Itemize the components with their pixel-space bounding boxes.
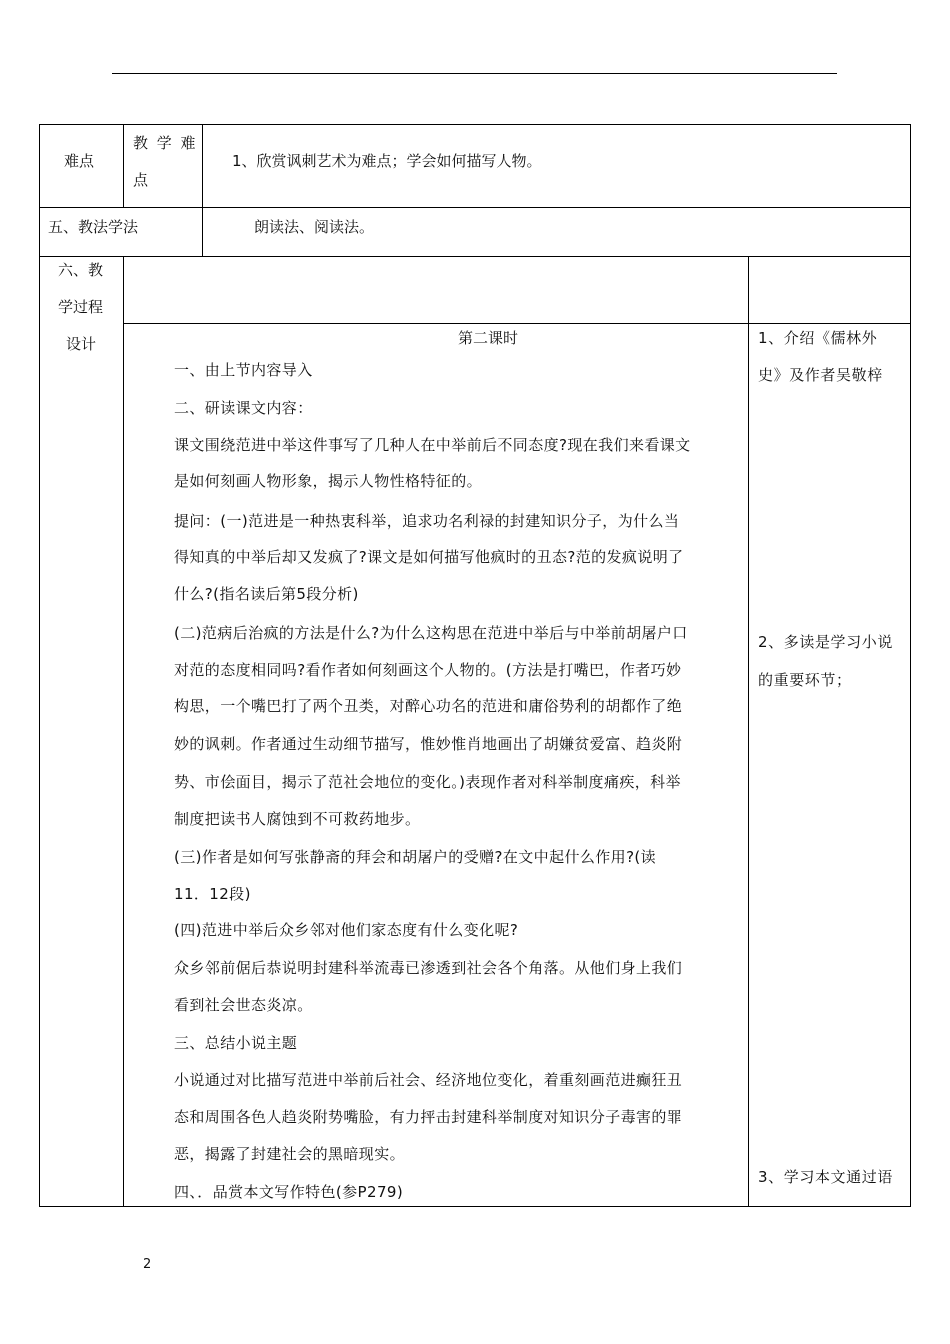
difficulty-label: 难点 — [64, 152, 95, 170]
table-bottom-border — [39, 1206, 911, 1207]
body-line: 三、总结小说主题 — [174, 1034, 298, 1052]
process-label-line3: 设计 — [66, 335, 97, 353]
note-2-line-1: 2、多读是学习小说 — [758, 633, 893, 651]
body-line: (二)范病后治疯的方法是什么?为什么这构思在范进中举后与中举前胡屠户口 — [174, 624, 688, 642]
body-line: 是如何刻画人物形象，揭示人物性格特征的。 — [174, 472, 483, 490]
table-top-border — [39, 124, 911, 125]
process-label-line1: 六、教 — [58, 261, 104, 279]
body-line: 制度把读书人腐蚀到不可救药地步。 — [174, 810, 421, 828]
body-line: 妙的讽刺。作者通过生动细节描写，惟妙惟肖地画出了胡嫌贫爱富、趋炎附 — [174, 735, 683, 753]
method-label: 五、教法学法 — [48, 218, 139, 236]
page-number: 2 — [143, 1257, 152, 1272]
note-1-line-2: 史》及作者吴敬梓 — [758, 366, 883, 384]
body-line: 一、由上节内容导入 — [174, 361, 313, 379]
table-left-border — [39, 124, 40, 1207]
difficulty-col-divider-1 — [123, 124, 124, 208]
body-line: 11．12段) — [174, 885, 251, 903]
body-line: 势、市侩面目，揭示了范社会地位的变化。)表现作者对科举制度痛疾，科举 — [174, 773, 681, 791]
process-label-line2: 学过程 — [58, 298, 104, 316]
body-line: 对范的态度相同吗?看作者如何刻画这个人物的。(方法是打嘴巴，作者巧妙 — [174, 661, 682, 679]
body-line: 态和周围各色人趋炎附势嘴脸，有力抨击封建科举制度对知识分子毒害的罪 — [174, 1108, 683, 1126]
process-col-divider-right — [748, 256, 749, 1207]
row-divider-1 — [39, 207, 911, 208]
body-line: 小说通过对比描写范进中举前后社会、经济地位变化，着重刻画范进癫狂丑 — [174, 1071, 683, 1089]
process-col-divider-left — [123, 256, 124, 1207]
note-2-line-2: 的重要环节； — [758, 671, 852, 689]
body-line: 恶，揭露了封建社会的黑暗现实。 — [174, 1145, 406, 1163]
body-line: 二、研读课文内容： — [174, 399, 313, 417]
difficulty-col-divider-2 — [202, 124, 203, 257]
body-line: 得知真的中举后却又发疯了?课文是如何描写他疯时的丑态?范的发疯说明了 — [174, 548, 684, 566]
note-3-line-1: 3、学习本文通过语 — [758, 1168, 893, 1186]
body-line: (四)范进中举后众乡邻对他们家态度有什么变化呢? — [174, 921, 519, 939]
body-line: 四、．品赏本文写作特色(参P279) — [174, 1183, 404, 1201]
lesson-title: 第二课时 — [458, 329, 519, 347]
method-content: 朗读法、阅读法。 — [254, 218, 375, 236]
body-line: 构思，一个嘴巴打了两个丑类，对醉心功名的范进和庸俗势利的胡都作了绝 — [174, 697, 683, 715]
table-right-border — [910, 124, 911, 1207]
body-line: (三)作者是如何写张静斋的拜会和胡屠户的受赠?在文中起什么作用?(读 — [174, 848, 657, 866]
body-line: 众乡邻前倨后恭说明封建科举流毒已渗透到社会各个角落。从他们身上我们 — [174, 959, 683, 977]
body-line: 课文围绕范进中举这件事写了几种人在中举前后不同态度?现在我们来看课文 — [174, 436, 691, 454]
row-divider-2 — [39, 256, 911, 257]
note-1-line-1: 1、介绍《儒林外 — [758, 329, 878, 347]
difficulty-sublabel-line2: 点 — [133, 171, 149, 189]
body-line: 提问：(一)范进是一种热衷科举，追求功名利禄的封建知识分子，为什么当 — [174, 512, 680, 530]
body-line: 什么?(指名读后第5段分析) — [174, 585, 359, 603]
process-subdivider — [123, 323, 911, 324]
difficulty-content: 1、欣赏讽刺艺术为难点；学会如何描写人物。 — [232, 152, 542, 170]
difficulty-sublabel-line1: 教 学 难 — [133, 134, 198, 152]
body-line: 看到社会世态炎凉。 — [174, 996, 313, 1014]
header-rule — [112, 73, 837, 74]
